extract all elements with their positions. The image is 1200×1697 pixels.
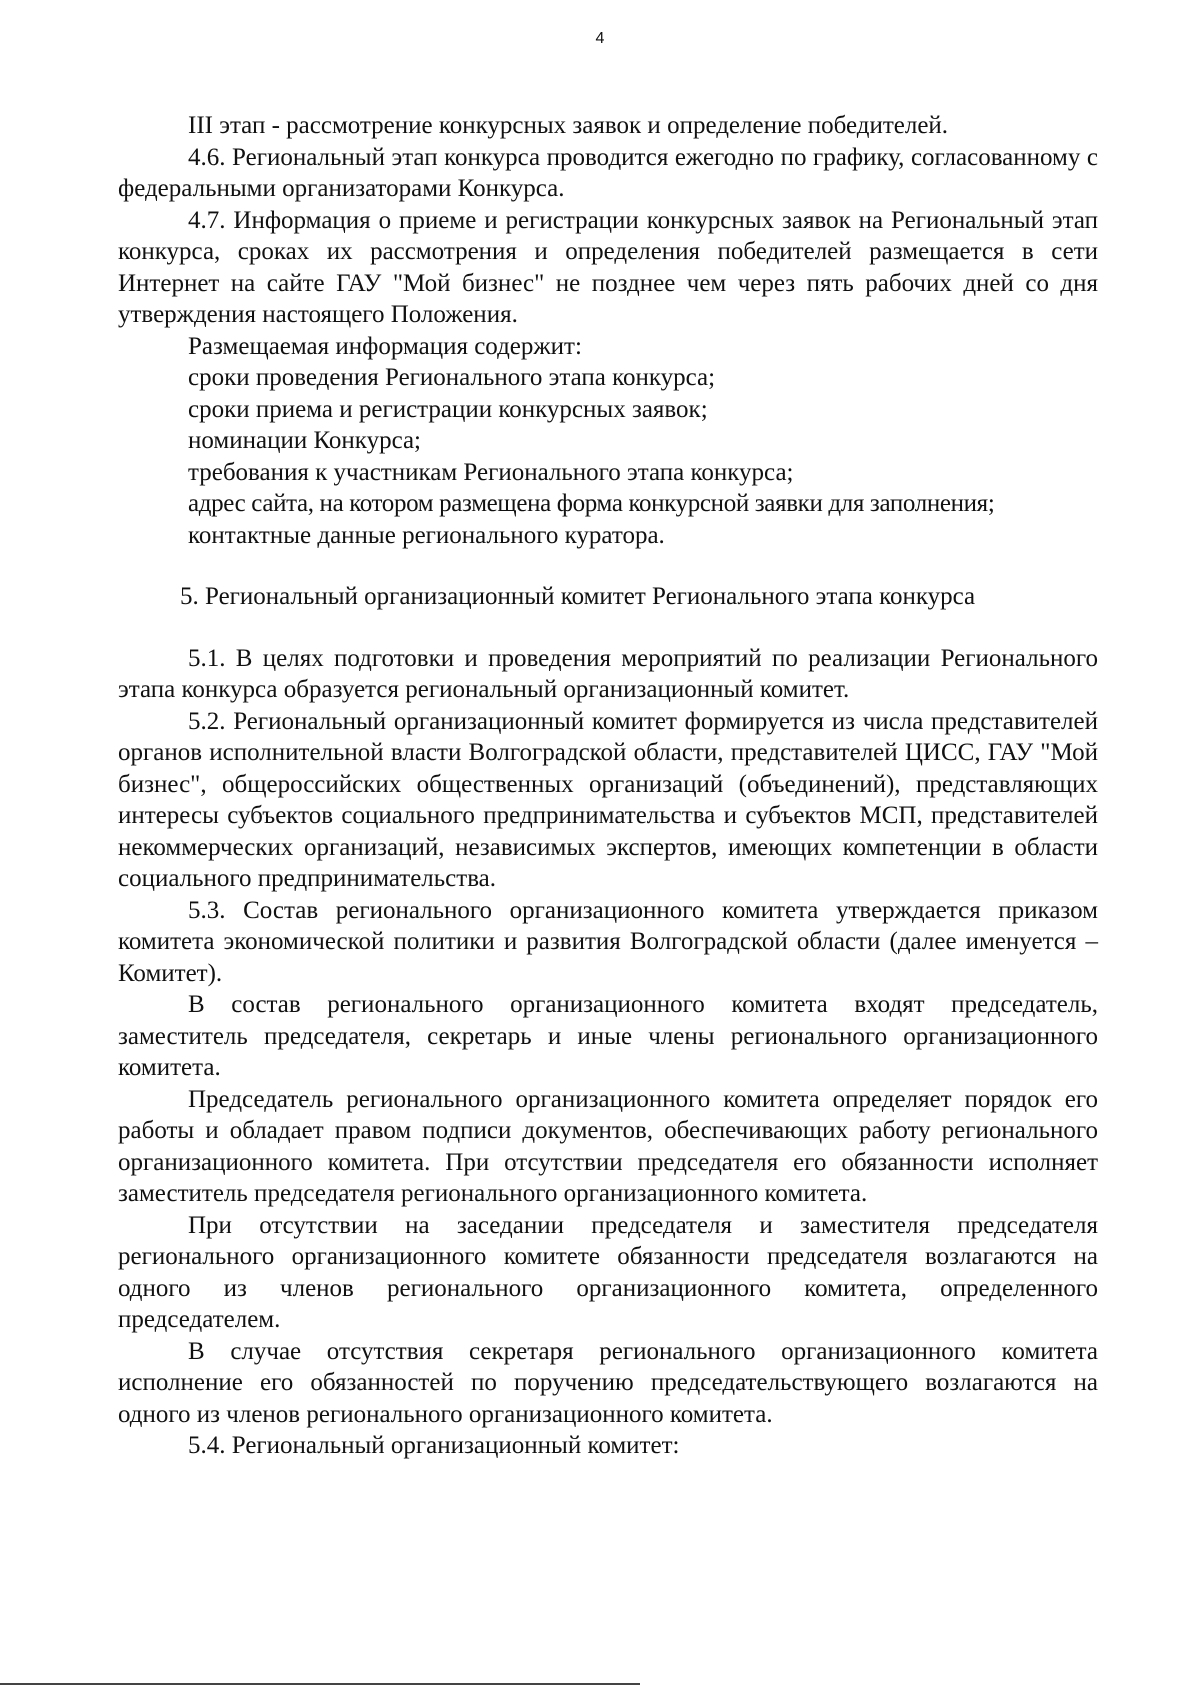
info-item: сроки проведения Регионального этапа конкурса;: [188, 364, 716, 391]
info-item: требования к участникам Регионального этапа конкурса;: [188, 458, 794, 486]
paragraph-secretary: В случае отсутствия секретаря регионального организационного комитета исполнение его обязанностей по поручению председательствующего возлагаются на одного из членов регионального организационного комитета.: [118, 1337, 1098, 1428]
paragraph-5-2: 5.2. Региональный организационный комитет формируется из числа представителей органов исполнительной власти Волгоградской области, представителей ЦИСС, ГАУ "Мой бизнес", общероссийских общественных организаций (объединений), представляющих интересы субъектов социального предпринимательства и субъектов МСП, представителей некоммерческих организаций, независимых экспертов, имеющих компетенции в области социального предпринимательства.: [118, 707, 1098, 892]
paragraph-4-6: 4.6. Региональный этап конкурса проводится ежегодно по графику, согласованному с федеральными организаторами Конкурса.: [118, 143, 1098, 202]
paragraph-4-7: 4.7. Информация о приеме и регистрации конкурсных заявок на Региональный этап конкурса, сроках их рассмотрения и определения победителей размещается в сети Интернет на сайте ГАУ "Мой бизнес" не позднее чем через пять рабочих дней со дня утверждения настоящего Положения.: [118, 206, 1098, 328]
paragraph-5-3: 5.3. Состав регионального организационного комитета утверждается приказом комитета экономической политики и развития Волгоградской области (далее именуется – Комитет).: [118, 896, 1098, 987]
info-item: сроки приема и регистрации конкурсных заявок;: [188, 395, 708, 423]
page-number: 4: [595, 30, 605, 47]
paragraph-5-4: 5.4. Региональный организационный комитет:: [188, 1432, 680, 1459]
paragraph-5-1: 5.1. В целях подготовки и проведения мероприятий по реализации Регионального этапа конкурса образуется региональный организационный комитет.: [118, 644, 1098, 703]
paragraph-composition: В состав регионального организационного комитета входят председатель, заместитель председателя, секретарь и иные члены регионального организационного комитета.: [118, 991, 1098, 1081]
info-item: адрес сайта, на котором размещена форма конкурсной заявки для заполнения;: [188, 490, 995, 517]
info-intro: Размещаемая информация содержит:: [188, 332, 582, 360]
bottom-scan-rule: [0, 1683, 640, 1685]
info-item: номинации Конкурса;: [188, 427, 422, 454]
paragraph-chairman: Председатель регионального организационного комитета определяет порядок его работы и обладает правом подписи документов, обеспечивающих работу регионального организационного комитета. При отсутствии председателя его обязанности исполняет заместитель председателя регионального организационного комитета.: [118, 1085, 1098, 1207]
paragraph-absence: При отсутствии на заседании председателя и заместителя председателя регионального организационного комитете обязанности председателя возлагаются на одного из членов регионального организационного комитета, определенного председателем.: [118, 1211, 1098, 1333]
paragraph-stage-3: III этап - рассмотрение конкурсных заявок и определение победителей.: [188, 112, 949, 139]
section-5-heading: 5. Региональный организационный комитет Регионального этапа конкурса: [180, 583, 976, 610]
document-body: [118, 110, 1098, 1462]
info-item: контактные данные регионального куратора.: [188, 521, 665, 549]
